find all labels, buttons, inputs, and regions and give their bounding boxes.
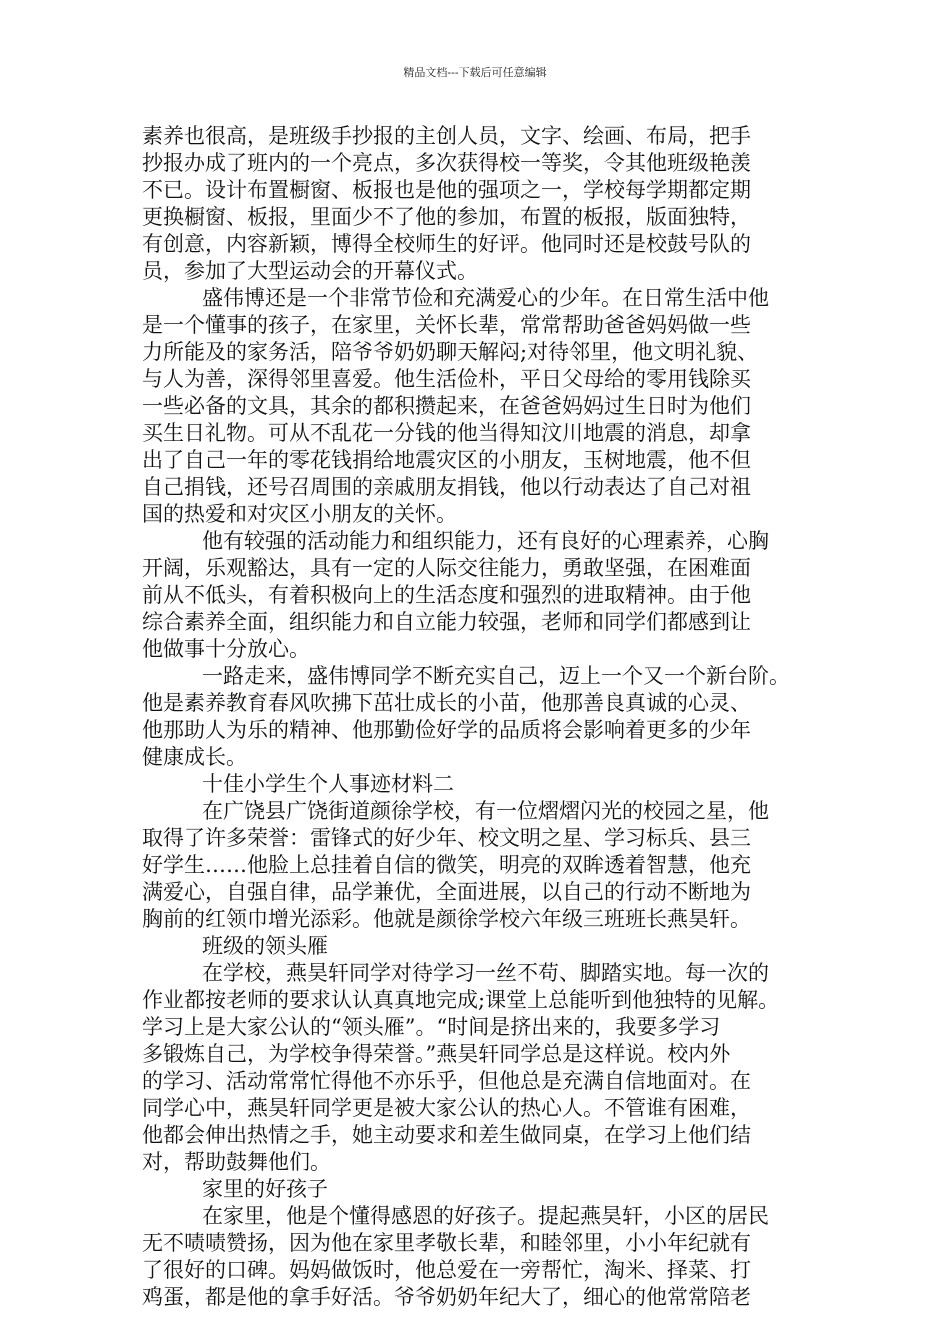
text-line: 出了自己一年的零花钱捐给地震灾区的小朋友，玉树地震，他不但 <box>142 448 751 472</box>
text-line: 在学校，燕昊轩同学对待学习一丝不苟、脚踏实地。每一次的 <box>202 961 769 985</box>
text-line: 自己捐钱，还号召周围的亲戚朋友捐钱，他以行动表达了自己对祖 <box>142 475 751 499</box>
text-line: 一些必备的文具，其余的都积攒起来，在爸爸妈妈过生日时为他们 <box>142 394 751 418</box>
text-line: 在家里，他是个懂得感恩的好孩子。提起燕昊轩，小区的居民 <box>202 1204 769 1228</box>
page-header: 精品文档---下载后可任意编辑 <box>403 66 547 79</box>
text-line: 多锻炼自己，为学校争得荣誉。”燕昊轩同学总是这样说。校内外 <box>142 1042 731 1066</box>
text-line: 力所能及的家务活，陪爷爷奶奶聊天解闷;对待邻里，他文明礼貌、 <box>142 340 759 364</box>
text-line: 取得了许多荣誉：雷锋式的好少年、校文明之星、学习标兵、县三 <box>142 826 751 850</box>
text-line: 满爱心，自强自律，品学兼优，全面进展，以自己的行动不断地为 <box>142 880 751 904</box>
text-line: 家里的好孩子 <box>202 1177 328 1201</box>
document-body <box>142 123 822 1311</box>
text-line: 班级的领头雁 <box>202 934 328 958</box>
text-line: 十佳小学生个人事迹材料二 <box>202 772 454 796</box>
text-line: 一路走来，盛伟博同学不断充实自己，迈上一个又一个新台阶。 <box>202 664 790 688</box>
text-line: 前从不低头，有着积极向上的生活态度和强烈的进取精神。由于他 <box>142 583 751 607</box>
text-line: 健康成长。 <box>142 745 247 769</box>
text-line: 买生日礼物。可从不乱花一分钱的他当得知汶川地震的消息，却拿 <box>142 421 751 445</box>
text-line: 了很好的口碑。妈妈做饭时，他总爱在一旁帮忙，淘米、择菜、打 <box>142 1258 751 1282</box>
text-line: 的学习、活动常常忙得他不亦乐乎，但他总是充满自信地面对。在 <box>142 1069 751 1093</box>
text-line: 综合素养全面，组织能力和自立能力较强，老师和同学们都感到让 <box>142 610 751 634</box>
text-line: 更换橱窗、板报，里面少不了他的参加，布置的板报，版面独特， <box>142 205 751 229</box>
text-line: 有创意，内容新颖，博得全校师生的好评。他同时还是校鼓号队的 <box>142 232 751 256</box>
text-line: 好学生……他脸上总挂着自信的微笑，明亮的双眸透着智慧，他充 <box>142 853 751 877</box>
text-line: 他都会伸出热情之手，她主动要求和差生做同桌，在学习上他们结 <box>142 1123 751 1147</box>
text-line: 他那助人为乐的精神、他那勤俭好学的品质将会影响着更多的少年 <box>142 718 751 742</box>
text-line: 鸡蛋，都是他的拿手好活。爷爷奶奶年纪大了，细心的他常常陪老 <box>142 1285 751 1309</box>
text-line: 同学心中，燕昊轩同学更是被大家公认的热心人。不管谁有困难， <box>142 1096 751 1120</box>
text-line: 作业都按老师的要求认认真真地完成;课堂上总能听到他独特的见解。 <box>142 988 780 1012</box>
text-line: 国的热爱和对灾区小朋友的关怀。 <box>142 502 457 526</box>
text-line: 盛伟博还是一个非常节俭和充满爱心的少年。在日常生活中他 <box>202 286 769 310</box>
text-line: 学习上是大家公认的“领头雁”。“时间是挤出来的，我要多学习 <box>142 1015 721 1039</box>
text-line: 素养也很高，是班级手抄报的主创人员，文字、绘画、布局，把手 <box>142 124 751 148</box>
text-line: 无不啧啧赞扬，因为他在家里孝敬长辈，和睦邻里，小小年纪就有 <box>142 1231 751 1255</box>
text-line: 对，帮助鼓舞他们。 <box>142 1150 331 1174</box>
text-line: 与人为善，深得邻里喜爱。他生活俭朴，平日父母给的零用钱除买 <box>142 367 751 391</box>
text-line: 他做事十分放心。 <box>142 637 310 661</box>
text-line: 他有较强的活动能力和组织能力，还有良好的心理素养，心胸 <box>202 529 769 553</box>
text-line: 他是素养教育春风吹拂下茁壮成长的小苗，他那善良真诚的心灵、 <box>142 691 751 715</box>
text-line: 抄报办成了班内的一个亮点，多次获得校一等奖，令其他班级艳羡 <box>142 151 751 175</box>
text-line: 胸前的红领巾增光添彩。他就是颜徐学校六年级三班班长燕昊轩。 <box>142 907 751 931</box>
text-line: 不已。设计布置橱窗、板报也是他的强项之一，学校每学期都定期 <box>142 178 751 202</box>
text-line: 开阔，乐观豁达，具有一定的人际交往能力，勇敢坚强，在困难面 <box>142 556 751 580</box>
text-line: 是一个懂事的孩子，在家里，关怀长辈，常常帮助爸爸妈妈做一些 <box>142 313 751 337</box>
text-line: 员，参加了大型运动会的开幕仪式。 <box>142 259 478 283</box>
text-line: 在广饶县广饶街道颜徐学校，有一位熠熠闪光的校园之星，他 <box>202 799 769 823</box>
